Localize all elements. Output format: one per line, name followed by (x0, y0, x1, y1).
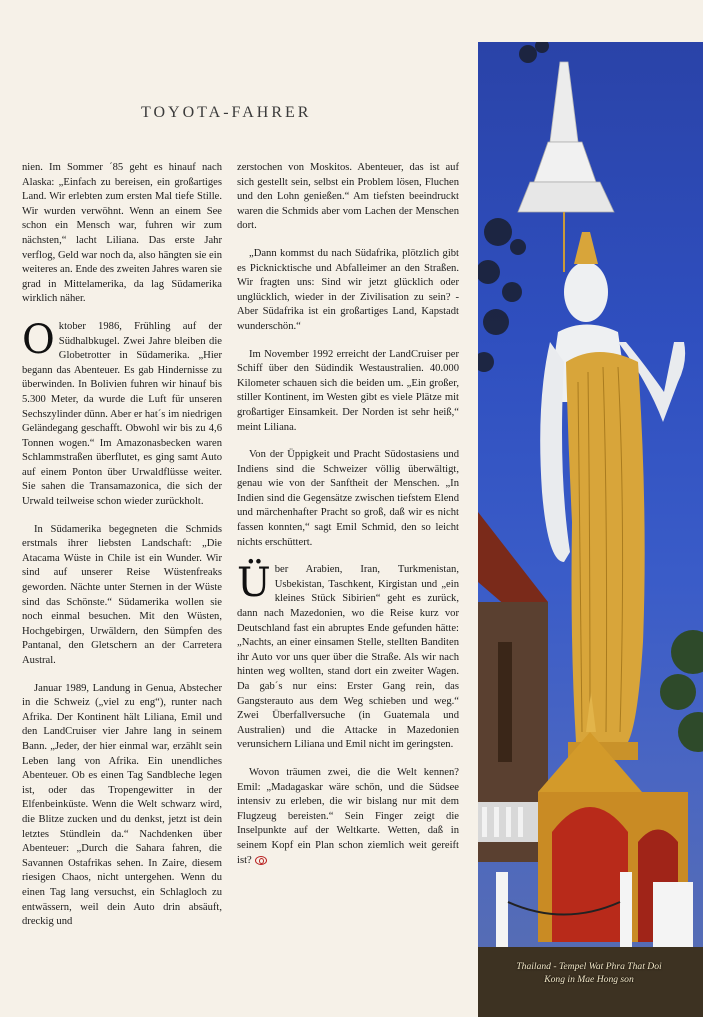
dropcap-letter: O (22, 316, 55, 363)
paragraph: Im November 1992 erreicht der LandCruiser per Schiff über den Südindik Westaustralien. 40.000 Kilometer schauen sich die beiden um. „Ein großer, stiller Kontinent, im Westen gibt es viele Plätze mit großartiger Einsamkeit. Der Norden ist sehr heiß,“ meint Liliana. (237, 348, 459, 433)
right-text-column (237, 161, 459, 881)
paragraph: „Dann kommst du nach Südafrika, plötzlich gibt es Picknicktische und Abfalleimer an den Straßen. Wir fragten uns: Sind wir jetzt glücklich oder unglücklich, wieder in der Zivilisation zu sein? - Aber Südafrika ist ein großartiges Land, Kapstadt wunderschön.“ (237, 247, 459, 332)
paragraph (237, 766, 459, 868)
umbrella-tiers (518, 62, 614, 272)
left-text-column (22, 161, 222, 943)
paragraph-text: ber Arabien, Iran, Turkmenistan, Usbekistan, Taschkent, Kirgistan und „ein kleines Stück Sibirien“ geht es zurück, dann nach Mazedonien, wo die Reise kurz vor Deutschland fast ein abruptes Ende gefunden hätte: „Nachts, an einer einsamen Stelle, stellten Banditen ihr Auto vor uns quer über die Straße. Als wir nach hinten weg wollten, stand dort ein zweiter Wagen. Da gab´s nur eins: Erster Gang rein, das Gangsterauto aus dem Weg schieben und weg.“ Zwei Überfallversuche (in Guatemala und Australien) und die Attacke in Mazedonien verunsichern Liliana und Emil nicht im geringsten. (237, 564, 459, 751)
temple-illustration (478, 42, 703, 1017)
right-trees (660, 630, 703, 752)
paragraph-with-dropcap (237, 560, 459, 753)
statue-crown (574, 232, 598, 264)
caption-line: Kong in Mae Hong son (544, 974, 634, 985)
paragraph: Von der Üppigkeit und Pracht Südostasiens und Indiens sind die Schweizer völlig überwältigt, genau wie von der Sanftheit der Menschen. „In Indien sind die Gegensätze zwischen tiefstem Elend und märchenhafter Pracht so groß, daß wir es nicht fassen konnten,“ sagt Emil Schmid, den so leicht nichts erschüttert. (237, 449, 459, 548)
paragraph: In Südamerika begegneten die Schmids erstmals ihrer liebsten Landschaft: „Die Atacama Wüste in Chile ist ein Wunder. Wir sind auf unserer Reise Wüstenfreaks geworden. Nächte unter Sternen in der Wüste sind das Schönste.“ Südamerika wollen sie noch einmal besuchen. Mit den Wüsten, Hochgebirgen, Urwäldern, den Sümpfen des Pantanal, den Gletschern an der Carretera Austral. (22, 523, 222, 666)
statue-robe (566, 352, 645, 742)
temple-photo (478, 42, 703, 1017)
paragraph: zerstochen von Moskitos. Abenteuer, das ist auf sich gestellt sein, selbst ein Problem lösen, Fluchen und den Lohn genießen.“ Am tiefsten beeindruckt waren die Schmids aber vom Lachen der Menschen dort. (237, 162, 459, 232)
paragraph: Januar 1989, Landung in Genua, Abstecher in die Schweiz („viel zu eng“), runter nach Afrika. Der Kontinent hält Liliana, Emil und den LandCruiser vier Jahre lang in seinem Bann. „Jeder, der hier einmal war, erzählt sein Leben lang von Afrika. Ein unendliches Abenteuer. Ob es einen Tag Sandbleche legen ist, oder das Tropengewitter in der Elfenbeinküste. Wenn die Welt schwarz wird, die Blitze zucken und du denkst, jetzt ist dein letztes Stündlein da.“ Nachdenken über Abenteuer: „Durch die Sahara fahren, die Savannen Ostafrikas sehen. In Zaire, diesem riesigen Chaos, nicht untergehen. Wenn du einen Tag lang versuchst, ein Schlagloch zu entwässern, weil dein Auto drin absäuft, dreckig und (22, 682, 222, 928)
toyota-logo-icon (255, 856, 267, 865)
section-title: TOYOTA-FAHRER (141, 104, 312, 121)
photo-caption (478, 960, 700, 986)
statue-head (564, 262, 608, 322)
paragraph-text: Wovon träumen zwei, die die Welt kennen? Emil: „Madagaskar wäre schön, und die Südsee intensiv zu erleben, die wir bislang nur mit dem Flugzeug bereisten.“ Sein Finger zeigt die Inselpunkte auf der Weltkarte. Wetten, daß in seinem Kopf ein Plan schon ziemlich weit gereift ist? (237, 766, 459, 866)
paragraph: nien. Im Sommer ´85 geht es hinauf nach Alaska: „Einfach zu bereisen, ein großartiges Land. Wir erlebten zum ersten Mal tiefe Stille. Wir wurden verwöhnt. Wenn an einem See schon ein Mensch war, fuhren wir zum nächsten,“ lacht Liliana. Das erste Jahr verflog, Geld war noch da, also hängten sie ein weiteres an. Ende des zweiten Jahres waren sie grad in Mittelamerika, da lag Südamerika wirklich näher. (22, 162, 222, 305)
dropcap-letter: Ü (237, 560, 271, 607)
paragraph-text: ktober 1986, Frühling auf der Südhalbkugel. Zwei Jahre bleiben die Globetrotter in Südamerika. „Hier begann das Abenteuer. Es gab Hindernisse zu überwinden. In Bolivien fuhren wir hinauf bis 5.300 Meter, da wurde die Luft für unseren Sechszylinder dünn. Aber er hat´s im niedrigen Geländegang geschafft. Obwohl wir bis zu 4,6 Tonnen wogen.“ Im Amazonasbecken waren Schlammstraßen überflutet, es ging samt Auto auf einem Ponton über Urwaldflüsse weiter. Sie sahen die Transamazonica, die sich der Urwald teilweise schon wieder zurückholt. (22, 320, 222, 508)
caption-line: Thailand - Tempel Wat Phra That Doi (516, 961, 662, 972)
paragraph-with-dropcap (22, 316, 222, 510)
